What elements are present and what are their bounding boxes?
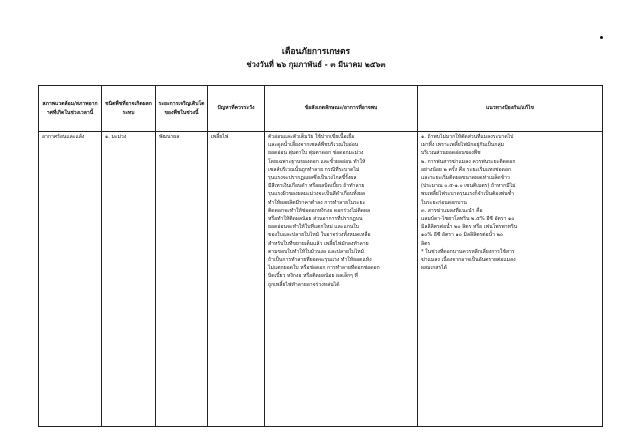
prevention-line: ในระยะก่อนดอกบาน [421,199,467,206]
cell-condition: อากาศร้อนและแล้ง [39,132,102,427]
symptom-line: บิดเบี้ยว หงิกงอ หรือติดผลน้อย ผลเล็กๆ ที่ [268,273,358,280]
symptom-line: ทำให้ผลผลิตมีราคาต่ำลง การทำลายในระยะ [268,199,366,206]
prevention-line: ๓. สารฆ่าแมลงที่แนะนำ คือ [421,207,483,214]
header-prevention: แนวทางป้องกัน/แก้ไข [418,86,603,132]
prevention-line: และระยะเริ่มติดผลขนาดผลเท่าเมล็ดข้าว [421,175,510,182]
symptom-line: เซลล์บริเวณนั้นถูกทำลาย กรณีที่ระบาดไม่ [268,166,360,173]
symptom-line: ไม่แตกยอดใบ หรือช่อดอก การทำลายที่ดอกช่อดอก [268,265,380,272]
prevention-line: มิลลิลิตรต่อน้ำ ๒๐ ลิตร หรือ เฟนโพรพาทริน [421,224,518,231]
cell-crop: ๑. มะม่วง [102,132,156,427]
cell-problem: เพลี้ยไฟ [208,132,265,427]
forecast-table [38,85,603,427]
page-dot-mark [600,36,603,39]
header-growth-stage: ระยะการเจริญเติบโตของพืชในช่วงนี้ [156,86,208,132]
symptom-line: รุนแรงจะปรากฏแผลซึ่งเป็นวงไกลขี้รั้งผล [268,175,357,182]
document-subtitle: ช่วงวันที่ ๒๖ กุมภาพันธ์ - ๓ มีนาคม ๒๕๖๓ [246,60,386,69]
header-problem: ปัญหาที่ควรระวัง [208,86,265,132]
symptom-line: ติดดอกจะทำให้ช่อดอกหงิกงอ ดอกร่วงไม่ติดผล [268,207,371,214]
table-header-row [39,86,603,132]
symptom-line: ยอดอ่อน ตุ่มตาใบ ตุ่มตาดอก ช่อดอกมะม่วง [268,150,364,157]
symptom-line: ถูกเพลี้ยไฟทำลายอาจร่วงหล่นได้ [268,281,340,288]
prevention-line: ๑๐% อีซี อัตรา ๑๐ มิลลิลิตรต่อน้ำ ๒๐ [421,232,504,239]
prevention-line: (ประมาณ ๐.๕-๑.๐ เซนติเมตร) ถ้าหากมีไม่ [421,183,516,190]
prevention-line: อย่างน้อย ๒ ครั้ง คือ ระยะเริ่มแทงช่อดอก [421,166,511,173]
prevention-line: พบเพลี้ยไฟระบาดรุนแรงก็จำเป็นต้องพ่นซ้ำ [421,191,514,198]
symptom-line: ของใบและปลายใบไหม้ ใบอาจร่วงทั้งหมดเหลือ [268,232,371,239]
cell-prevention [418,132,603,427]
prevention-line: ๒. การพ่นสารฆ่าแมลง ควรพ่นระยะติดดอก [421,158,516,165]
cell-growth-stage: พัฒนาผล [156,132,208,427]
cell-symptoms [265,132,418,427]
symptom-line: รุนแรงผิวของผลมะม่วงจะเป็นสีดำเกือบทั้งผล [268,191,366,198]
symptom-line: หรือทำให้ติดผลน้อย ส่วนอาการที่ปรากฏบน [268,216,363,223]
prevention-line: แลมบ์ดา-ไซฮาโลทริน ๒.๕% อีซี อัตรา ๑๐ [421,216,515,223]
prevention-line: * ในช่วงที่ดอกบานควรหลีกเลี่ยงการใช้สาร [421,248,515,255]
symptom-line: ถ้าเป็นการทำลายที่ยอดจะรุนแรง ทำให้ยอดแห้ง [268,257,372,264]
header-crop: ชนิดพืชที่อาจเกิดผลกระทบ [102,86,156,132]
prevention-line: บริเวณส่วนยอดอ่อนของพืช [421,150,481,157]
prevention-line: ผสมเกสรได้ [421,265,447,272]
prevention-line: ๑. ถ้าพบไม่มากให้ตัดส่วนที่แมลงระบาดไป [421,134,514,140]
symptom-line: โดยเฉพาะฐานของดอก และขั้วผลอ่อน ทำให้ [268,158,366,165]
header-symptoms: ข้อสังเกตลักษณะ/อาการที่อาจพบ [265,86,418,132]
symptom-line: ตามขอบใบทำให้ใบม้วนงอ และปลายใบไหม้ [268,248,365,255]
header-condition: สภาพแวดล้อม/สภาพอากาศที่เกิดในช่วงเวลานี้ [39,86,102,132]
symptom-line: สำหรับใบที่ขยายเต็มแล้ว เพลี้ยไฟมักลงทำลาย [268,240,369,247]
symptom-line: ตัวอ่อนและตัวเต็มวัย ใช้ปากเขี่ยเนื้อเยื่อ [268,134,355,140]
prevention-line: เผาทิ้ง เพราะเพลี้ยไฟมักอยู่กันเป็นกลุ่ม [421,142,504,149]
prevention-line: ฆ่าแมลง เนื่องจากอาจเป็นอันตรายต่อแมลง [421,257,516,264]
table-row [39,132,603,427]
prevention-line: ลิตร [421,240,431,247]
symptom-line: ยอดอ่อนจะทำให้ใบที่แตกใหม่ และแกนใบ [268,224,360,231]
symptom-line: มีสีเทาเงินเกือบดำ หรือผลบิดเบี้ยว ถ้าทำลาย [268,183,365,190]
symptom-line: และดูดน้ำเลี้ยงจากเซลล์พืชบริเวณใบอ่อน [268,142,359,149]
document-title: เตือนภัยการเกษตร [281,47,351,57]
